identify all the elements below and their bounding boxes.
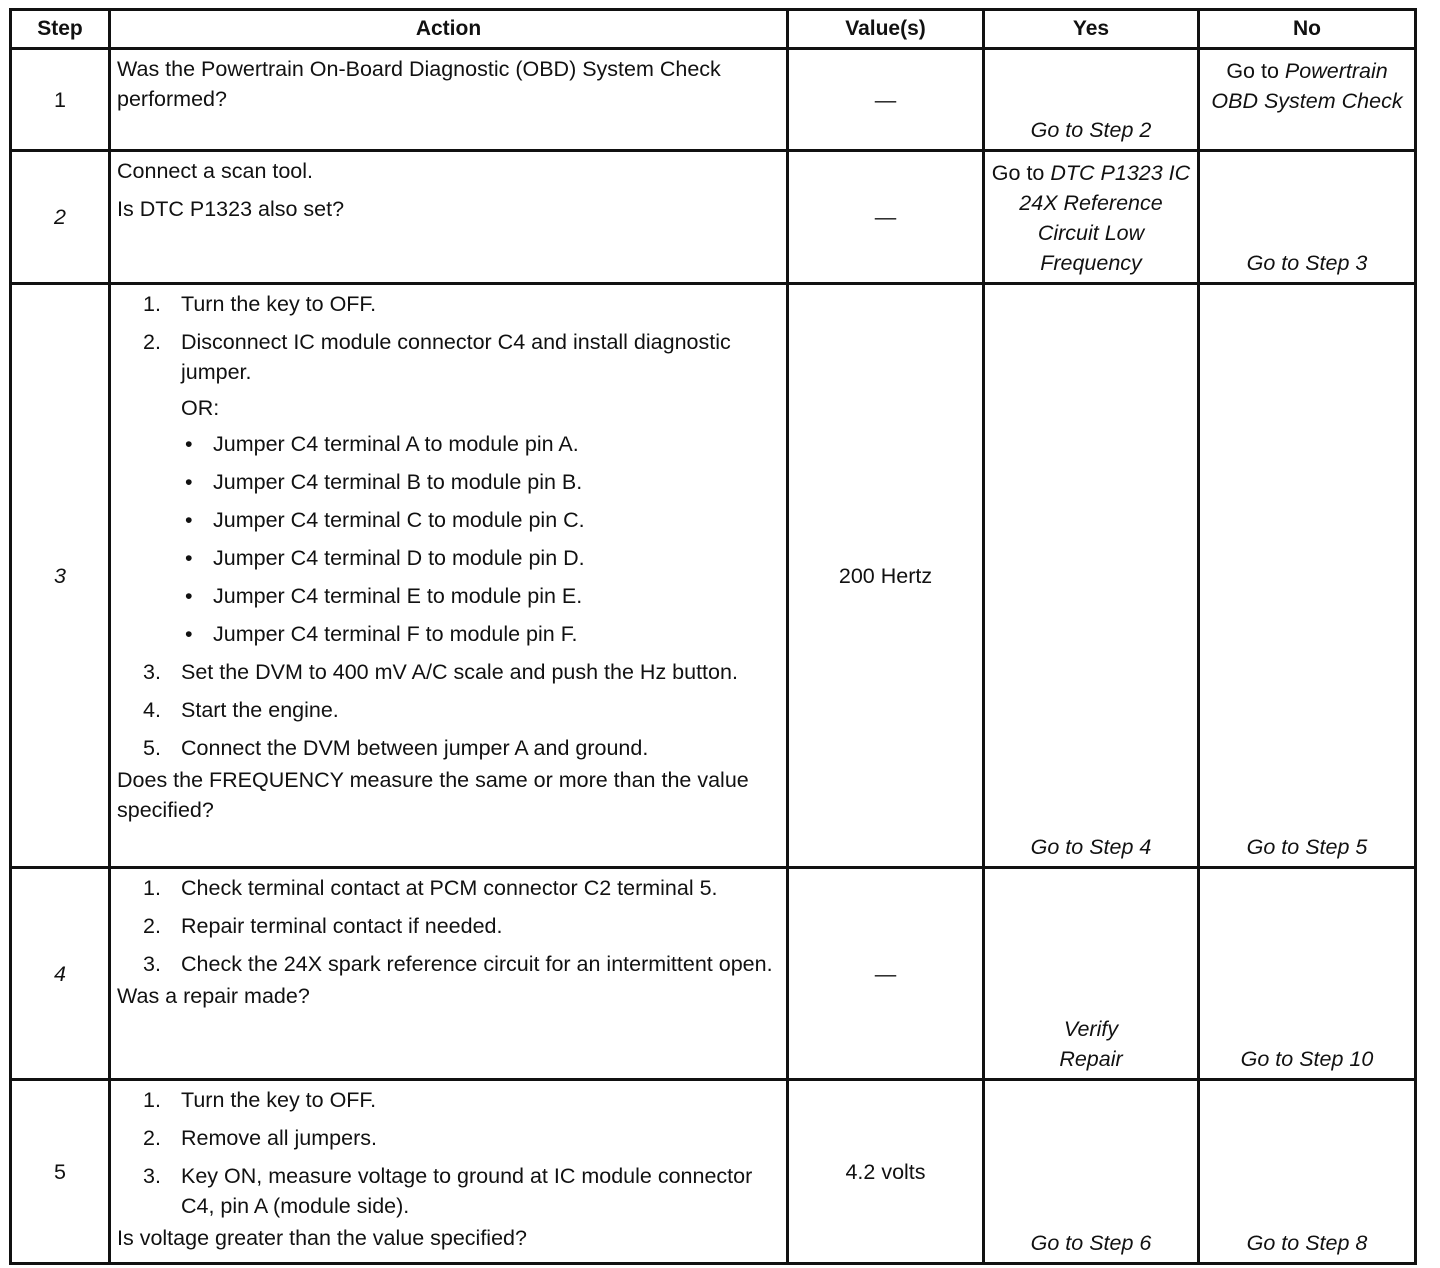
table-row-step-5 bbox=[11, 1080, 1416, 1264]
no-cell: Go to Step 3 bbox=[1199, 151, 1416, 284]
no-cell bbox=[1199, 49, 1416, 151]
no-cell: Go to Step 5 bbox=[1199, 284, 1416, 868]
no-cell: Go to Step 8 bbox=[1199, 1080, 1416, 1264]
header-yes: Yes bbox=[984, 10, 1199, 49]
no-prefix: Go to bbox=[1226, 59, 1279, 83]
header-step: Step bbox=[11, 10, 110, 49]
list-text: Check the 24X spark reference circuit for an intermittent open. bbox=[181, 952, 773, 976]
list-number: 3. bbox=[143, 952, 161, 976]
action-cell bbox=[110, 49, 788, 151]
list-item bbox=[117, 949, 780, 979]
list-item bbox=[117, 657, 780, 687]
list-number: 5. bbox=[143, 736, 161, 760]
action-cell bbox=[110, 151, 788, 284]
bullet-icon: • bbox=[185, 508, 193, 532]
list-text: Turn the key to OFF. bbox=[181, 292, 377, 316]
or-label: OR: bbox=[181, 396, 220, 420]
action-steps-list bbox=[117, 873, 780, 979]
action-cell bbox=[110, 1080, 788, 1264]
header-no: No bbox=[1199, 10, 1416, 49]
step-number: 1 bbox=[11, 49, 110, 151]
list-item bbox=[117, 327, 780, 649]
value-cell: 4.2 volts bbox=[788, 1080, 984, 1264]
list-number: 2. bbox=[143, 914, 161, 938]
list-number: 3. bbox=[143, 1164, 161, 1188]
bullet-icon: • bbox=[185, 584, 193, 608]
bullet-text: Jumper C4 terminal C to module pin C. bbox=[213, 508, 585, 532]
bullet-text: Jumper C4 terminal E to module pin E. bbox=[213, 584, 583, 608]
value-cell: — bbox=[788, 49, 984, 151]
list-item bbox=[117, 733, 780, 763]
value-cell: — bbox=[788, 868, 984, 1080]
action-question: Was the Powertrain On-Board Diagnostic (OBD) System Check performed? bbox=[117, 57, 721, 111]
action-steps-list bbox=[117, 1085, 780, 1221]
bullet-text: Jumper C4 terminal B to module pin B. bbox=[213, 470, 583, 494]
list-text: Remove all jumpers. bbox=[181, 1126, 377, 1150]
action-cell bbox=[110, 284, 788, 868]
list-item bbox=[117, 873, 780, 903]
list-text: Disconnect IC module connector C4 and install diagnostic jumper. bbox=[181, 330, 731, 384]
bullet-item bbox=[181, 505, 780, 535]
step-number: 4 bbox=[11, 868, 110, 1080]
bullet-icon: • bbox=[185, 470, 193, 494]
list-item bbox=[117, 695, 780, 725]
list-item bbox=[117, 289, 780, 319]
list-item bbox=[117, 1161, 780, 1221]
list-text: Repair terminal contact if needed. bbox=[181, 914, 503, 938]
action-cell bbox=[110, 868, 788, 1080]
yes-cell: Verify Repair bbox=[984, 868, 1199, 1080]
list-item bbox=[117, 911, 780, 941]
action-question: Is DTC P1323 also set? bbox=[117, 197, 345, 221]
jumper-bullet-list bbox=[181, 429, 780, 649]
step-number: 5 bbox=[11, 1080, 110, 1264]
list-number: 2. bbox=[143, 330, 161, 354]
action-question: Is voltage greater than the value specified? bbox=[117, 1226, 527, 1250]
yes-cell: Go to Step 2 bbox=[984, 49, 1199, 151]
diagnostic-table bbox=[9, 8, 1417, 1265]
list-text: Turn the key to OFF. bbox=[181, 1088, 377, 1112]
header-values: Value(s) bbox=[788, 10, 984, 49]
bullet-item bbox=[181, 581, 780, 611]
bullet-item bbox=[181, 429, 780, 459]
list-text: Set the DVM to 400 mV A/C scale and push the Hz button. bbox=[181, 660, 738, 684]
action-steps-list bbox=[117, 289, 780, 763]
value-cell: — bbox=[788, 151, 984, 284]
list-item bbox=[117, 1123, 780, 1153]
table-row-step-3 bbox=[11, 284, 1416, 868]
table-row-step-1 bbox=[11, 49, 1416, 151]
yes-cell: Go to Step 6 bbox=[984, 1080, 1199, 1264]
step-number: 3 bbox=[11, 284, 110, 868]
no-cell: Go to Step 10 bbox=[1199, 868, 1416, 1080]
step-number: 2 bbox=[11, 151, 110, 284]
yes-cell: Go to Step 4 bbox=[984, 284, 1199, 868]
bullet-item bbox=[181, 543, 780, 573]
list-text: Start the engine. bbox=[181, 698, 339, 722]
bullet-icon: • bbox=[185, 546, 193, 570]
list-number: 1. bbox=[143, 1088, 161, 1112]
bullet-icon: • bbox=[185, 622, 193, 646]
list-text: Connect the DVM between jumper A and ground. bbox=[181, 736, 649, 760]
bullet-item bbox=[181, 467, 780, 497]
action-question: Does the FREQUENCY measure the same or more than the value specified? bbox=[117, 768, 749, 822]
bullet-item bbox=[181, 619, 780, 649]
list-number: 3. bbox=[143, 660, 161, 684]
table-row-step-4 bbox=[11, 868, 1416, 1080]
list-number: 4. bbox=[143, 698, 161, 722]
list-number: 1. bbox=[143, 876, 161, 900]
list-item bbox=[117, 1085, 780, 1115]
value-cell: 200 Hertz bbox=[788, 284, 984, 868]
action-instruction: Connect a scan tool. bbox=[117, 159, 314, 183]
list-text: Check terminal contact at PCM connector C2 terminal 5. bbox=[181, 876, 718, 900]
bullet-text: Jumper C4 terminal A to module pin A. bbox=[213, 432, 579, 456]
table-row-step-2 bbox=[11, 151, 1416, 284]
header-row bbox=[11, 10, 1416, 49]
action-question: Was a repair made? bbox=[117, 984, 310, 1008]
yes-link: DTC P1323 IC 24X Reference Circuit Low Frequency bbox=[1019, 161, 1191, 275]
bullet-text: Jumper C4 terminal F to module pin F. bbox=[213, 622, 578, 646]
list-number: 2. bbox=[143, 1126, 161, 1150]
bullet-icon: • bbox=[185, 432, 193, 456]
no-link: Powertrain OBD System Check bbox=[1211, 59, 1403, 113]
bullet-text: Jumper C4 terminal D to module pin D. bbox=[213, 546, 585, 570]
yes-cell bbox=[984, 151, 1199, 284]
list-text: Key ON, measure voltage to ground at IC module connector C4, pin A (module side). bbox=[181, 1164, 753, 1218]
list-number: 1. bbox=[143, 292, 161, 316]
header-action: Action bbox=[110, 10, 788, 49]
yes-prefix: Go to bbox=[991, 161, 1045, 185]
